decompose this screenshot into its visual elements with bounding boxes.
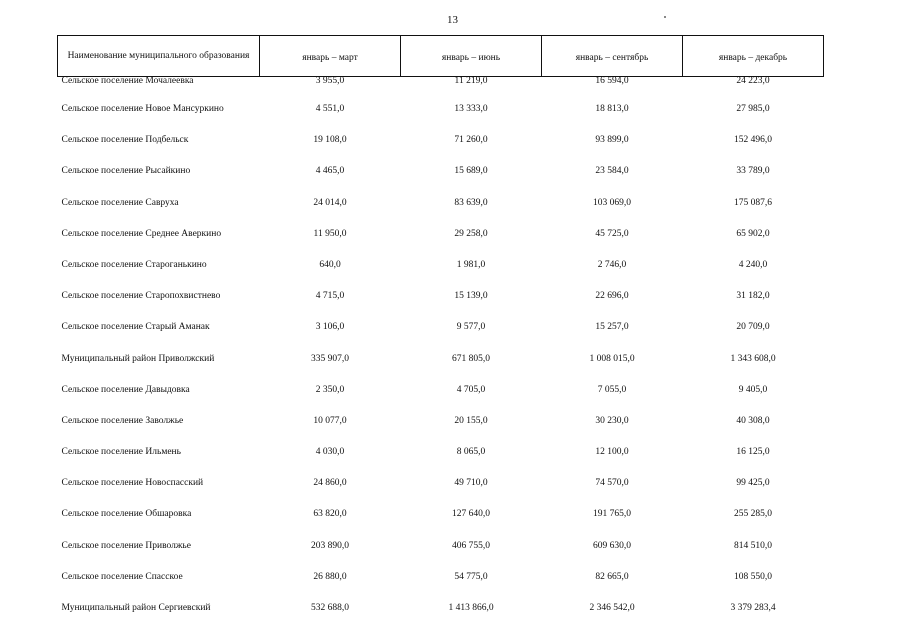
cell-q1: 11 950,0 (313, 228, 347, 239)
table-row (58, 196, 824, 227)
cell-municipality: Сельское поселение Обшаровка (61, 509, 192, 520)
cell-municipality: Сельское поселение Подбельск (61, 135, 189, 146)
cell-h1: 49 710,0 (454, 478, 488, 489)
cell-h1: 54 775,0 (454, 571, 488, 582)
cell-q1: 4 715,0 (315, 291, 345, 302)
cell-year: 3 379 283,4 (730, 603, 776, 613)
table-row (58, 320, 824, 351)
table-row (58, 414, 824, 445)
cell-municipality: Муниципальный район Сергиевский (61, 603, 211, 613)
table-row (58, 133, 824, 164)
table-row (58, 289, 824, 320)
cell-h1: 15 139,0 (454, 291, 488, 302)
cell-q1: 4 465,0 (315, 166, 345, 177)
scan-speck (664, 16, 666, 18)
cell-q1: 4 030,0 (315, 447, 345, 458)
cell-municipality: Сельское поселение Новоспасский (61, 478, 204, 489)
cell-municipality: Сельское поселение Старопохвистнево (61, 291, 221, 302)
cell-year: 65 902,0 (736, 228, 770, 239)
table-row (58, 476, 824, 507)
cell-year: 152 496,0 (734, 135, 772, 146)
cell-9m: 30 230,0 (595, 415, 629, 426)
cell-9m: 103 069,0 (593, 197, 631, 208)
cell-q1: 19 108,0 (313, 135, 347, 146)
cell-q1: 24 860,0 (313, 478, 347, 489)
cell-municipality: Муниципальный район Приволжский (61, 353, 215, 364)
cell-h1: 83 639,0 (454, 197, 488, 208)
cell-q1: 10 077,0 (313, 415, 347, 426)
page-number: 13 (447, 14, 458, 26)
cell-municipality: Сельское поселение Среднее Аверкино (61, 228, 222, 239)
cell-municipality: Сельское поселение Приволжье (61, 540, 191, 551)
cell-h1: 1 413 866,0 (448, 603, 494, 613)
cell-year: 31 182,0 (736, 291, 770, 302)
header-h1-label: январь – июнь (441, 52, 501, 63)
cell-h1: 8 065,0 (456, 447, 486, 458)
header-9m (542, 36, 683, 77)
cell-year: 255 285,0 (734, 509, 772, 520)
header-h1 (401, 36, 542, 77)
header-9m-label: январь – сентябрь (575, 52, 649, 63)
budget-table (57, 35, 824, 632)
cell-9m: 93 899,0 (595, 135, 629, 146)
cell-q1: 26 880,0 (313, 571, 347, 582)
cell-q1: 335 907,0 (311, 353, 349, 364)
cell-q1: 63 820,0 (313, 509, 347, 520)
cell-municipality: Сельское поселение Ильмень (61, 447, 181, 458)
cell-year: 20 709,0 (736, 322, 770, 333)
cell-q1: 24 014,0 (313, 197, 347, 208)
cell-9m: 191 765,0 (593, 509, 631, 520)
table-row (58, 445, 824, 476)
cell-q1: 2 350,0 (315, 384, 345, 395)
cell-9m: 22 696,0 (595, 291, 629, 302)
table-row (58, 258, 824, 289)
cell-h1: 4 705,0 (456, 384, 486, 395)
cell-h1: 15 689,0 (454, 166, 488, 177)
cell-h1: 13 333,0 (454, 104, 488, 114)
cell-year: 814 510,0 (734, 540, 772, 551)
header-q1-label: январь – март (302, 52, 358, 63)
cell-municipality: Сельское поселение Новое Мансуркино (61, 104, 224, 114)
cell-year: 33 789,0 (736, 166, 770, 177)
cell-9m: 2 346 542,0 (589, 603, 635, 613)
cell-municipality: Сельское поселение Давыдовка (61, 384, 190, 395)
cell-h1: 671 805,0 (452, 353, 490, 364)
cell-year: 175 087,6 (734, 197, 772, 208)
cell-h1: 71 260,0 (454, 135, 488, 146)
table-row (58, 164, 824, 195)
cell-h1: 29 258,0 (454, 228, 488, 239)
cell-year: 40 308,0 (736, 415, 770, 426)
cell-q1: 532 688,0 (311, 603, 349, 613)
cell-9m: 16 594,0 (595, 76, 629, 86)
cell-municipality: Сельское поселение Старый Аманак (61, 322, 210, 333)
header-municipality: Наименование муниципального образования (58, 36, 260, 77)
cell-9m: 82 665,0 (595, 571, 629, 582)
cell-year: 27 985,0 (736, 104, 770, 114)
table-row (58, 570, 824, 601)
cell-9m: 45 725,0 (595, 228, 629, 239)
cell-9m: 23 584,0 (595, 166, 629, 177)
cell-municipality: Сельское поселение Мочалеевка (61, 76, 194, 86)
table-header-row (58, 36, 824, 77)
cell-year: 99 425,0 (736, 478, 770, 489)
cell-h1: 9 577,0 (456, 322, 486, 333)
cell-q1: 4 551,0 (315, 104, 345, 114)
cell-h1: 127 640,0 (452, 509, 490, 520)
cell-9m: 1 008 015,0 (589, 353, 635, 364)
cell-year: 24 223,0 (736, 76, 770, 86)
cell-municipality: Сельское поселение Староганькино (61, 259, 207, 270)
cell-h1: 11 219,0 (454, 76, 488, 86)
cell-9m: 609 630,0 (593, 540, 631, 551)
cell-q1: 640,0 (319, 259, 341, 270)
table-row (58, 601, 824, 632)
header-year (683, 36, 824, 77)
table-row (58, 227, 824, 258)
cell-q1: 3 106,0 (315, 322, 345, 333)
cell-year: 4 240,0 (738, 259, 768, 270)
cell-9m: 12 100,0 (595, 447, 629, 458)
cell-h1: 1 981,0 (456, 259, 486, 270)
table-row (58, 77, 824, 103)
cell-municipality: Сельское поселение Заволжье (61, 415, 184, 426)
cell-9m: 7 055,0 (597, 384, 627, 395)
table-body (58, 77, 824, 633)
cell-q1: 203 890,0 (311, 540, 349, 551)
table-row (58, 383, 824, 414)
cell-year: 108 550,0 (734, 571, 772, 582)
cell-year: 9 405,0 (738, 384, 768, 395)
header-year-label: январь – декабрь (718, 52, 788, 63)
cell-9m: 2 746,0 (597, 259, 627, 270)
cell-year: 1 343 608,0 (730, 353, 776, 364)
cell-q1: 3 955,0 (315, 76, 345, 86)
cell-municipality: Сельское поселение Рысайкино (61, 166, 191, 177)
cell-9m: 74 570,0 (595, 478, 629, 489)
cell-9m: 18 813,0 (595, 104, 629, 114)
cell-municipality: Сельское поселение Савруха (61, 197, 179, 208)
table-row (58, 352, 824, 383)
table-row (58, 507, 824, 538)
cell-year: 16 125,0 (736, 447, 770, 458)
table-row (58, 102, 824, 133)
cell-h1: 20 155,0 (454, 415, 488, 426)
table-row (58, 539, 824, 570)
header-q1 (260, 36, 401, 77)
cell-9m: 15 257,0 (595, 322, 629, 333)
cell-h1: 406 755,0 (452, 540, 490, 551)
cell-municipality: Сельское поселение Спасское (61, 571, 183, 582)
